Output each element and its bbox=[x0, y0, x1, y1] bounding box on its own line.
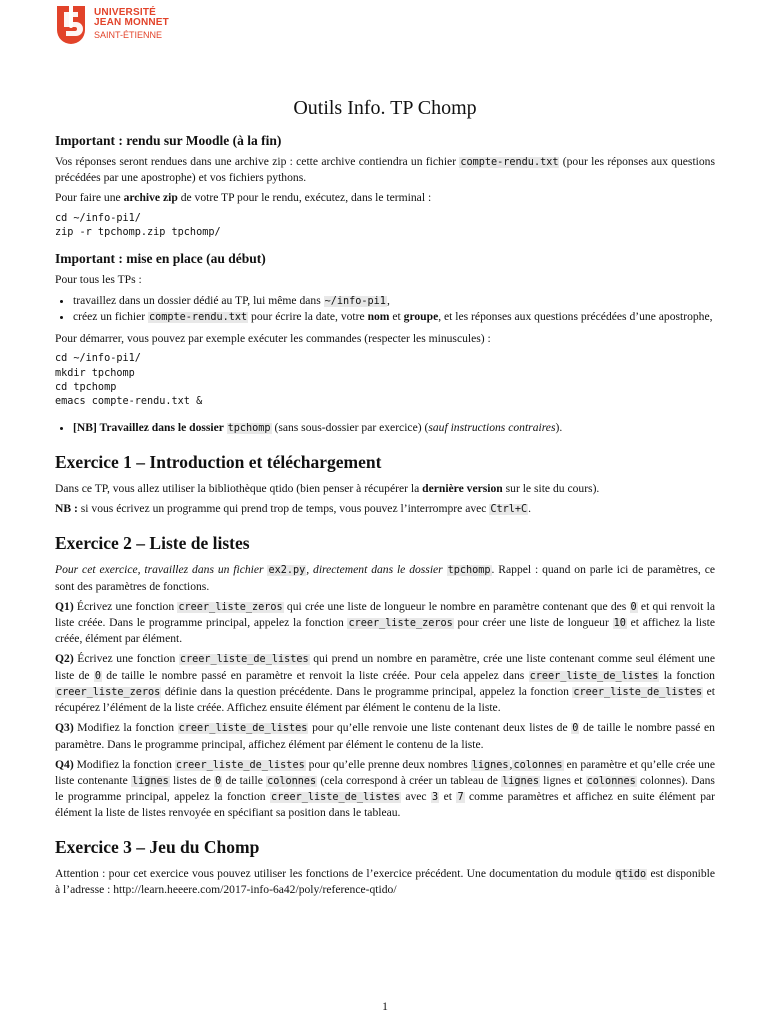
university-logo-icon bbox=[54, 4, 88, 48]
list-item: • [NB] Travaillez dans le dossier tpchomp (sans sous-dossier par exercice) (sauf instructions contraires). bbox=[73, 420, 715, 436]
page-number: 1 bbox=[382, 1000, 388, 1013]
rendu-code-block: cd ~/info-pi1/ zip -r tpchomp.zip tpchomp/ bbox=[55, 212, 221, 239]
logo-text bbox=[94, 8, 169, 40]
document-content bbox=[55, 96, 715, 902]
list-item: • créez un fichier compte-rendu.txt pour écrire la date, votre nom et groupe, et les réponses aux questions précédées d’une apostrophe, bbox=[73, 309, 715, 325]
exercise-2-heading: Exercice 2 – Liste de listes bbox=[55, 533, 250, 554]
exercise-1-paragraph-2: NB : si vous écrivez un programme qui prend trop de temps, vous pouvez l’interrompre avec Ctrl+C. bbox=[55, 502, 532, 516]
setup-code-block: cd ~/info-pi1/ mkdir tpchomp cd tpchomp emacs compte-rendu.txt & bbox=[55, 353, 203, 408]
list-item: • travaillez dans un dossier dédié au TP, lui même dans ~/info-pi1, bbox=[73, 293, 715, 309]
question-q2: Q2) Écrivez une fonction creer_liste_de_listes qui prend un nombre en paramètre, crée une liste contenant comme seul élément une liste de 0 de taille le nombre passé en paramètre et renvoit la liste créée. Pour cela appelez dans creer_liste_de_listes la fonction creer_liste_zeros définie dans la question précédente. Dans le programme principal, appelez la fonction creer_liste_de_listes et récupérez l’élément de la liste créée. Affichez ensuite élément par élément le contenu de la liste. bbox=[55, 652, 716, 715]
question-q4: Q4) Modifiez la fonction creer_liste_de_listes pour qu’elle prenne deux nombres lignes,colonnes en paramètre et qu’elle crée une liste contenante lignes listes de 0 de taille colonnes (cela correspond à créer un tableau de lignes lignes et colonnes colonnes). Dans le programme principal, appelez la fonction creer_liste_de_listes avec 3 et 7 comme paramètres et affichez en suite élément par élément la liste de listes renvoyée en spécifiant sa position dans le tableau. bbox=[55, 757, 715, 820]
university-logo bbox=[54, 4, 184, 50]
inline-code: compte-rendu.txt bbox=[460, 157, 559, 168]
logo-line-1: UNIVERSITÉ bbox=[94, 7, 157, 18]
exercise-1-heading: Exercice 1 – Introduction et téléchargement bbox=[55, 452, 382, 473]
rendu-heading: Important : rendu sur Moodle (à la fin) bbox=[55, 133, 282, 148]
rendu-paragraph-1: Vos réponses seront rendues dans une archive zip : cette archive contiendra un fichier compte-rendu.txt (pour les réponses aux questions précédées par une apostrophe) et vos fichiers pythons. bbox=[55, 155, 715, 185]
logo-line-3: SAINT-ÉTIENNE bbox=[94, 30, 163, 40]
setup-heading: Important : mise en place (au début) bbox=[55, 251, 266, 267]
logo-line-2: JEAN MONNET bbox=[94, 17, 169, 28]
exercise-1-paragraph-1: Dans ce TP, vous allez utiliser la bibliothèque qtido (bien penser à récupérer la dernière version sur le site du cours). bbox=[55, 482, 600, 496]
setup-nb-list bbox=[55, 420, 715, 436]
exercise-2-intro: Pour cet exercice, travaillez dans un fichier ex2.py, directement dans le dossier tpchomp. Rappel : quand on parle ici de paramètres, ce sont des paramètres de fonctions. bbox=[55, 563, 715, 593]
setup-paragraph: Pour démarrer, vous pouvez par exemple exécuter les commandes (respecter les minuscules) : bbox=[55, 332, 491, 346]
question-q3: Q3) Modifiez la fonction creer_liste_de_listes pour qu’elle renvoie une liste contenant deux listes de 0 de taille le nombre passé en paramètre. Dans le programme principal, affichez élément par élément le contenu de la liste. bbox=[55, 721, 715, 751]
document-title: Outils Info. TP Chomp bbox=[293, 97, 477, 119]
exercise-3-paragraph: Attention : pour cet exercice vous pouvez utiliser les fonctions de l’exercice précédent. Une documentation du module qtido est disponible à l’adresse : http://learn.heeere.com/2017-info-6a42/poly/reference-qtido/ bbox=[55, 866, 715, 896]
question-q1: Q1) Écrivez une fonction creer_liste_zeros qui crée une liste de longueur le nombre en paramètre contenant que des 0 et qui renvoit la liste créée. Dans le programme principal, appelez la fonction creer_liste_zeros pour créer une liste de longueur 10 et affichez la liste créée, élément par élément. bbox=[55, 599, 716, 646]
setup-list bbox=[55, 293, 715, 325]
setup-intro: Pour tous les TPs : bbox=[55, 273, 142, 287]
exercise-3-heading: Exercice 3 – Jeu du Chomp bbox=[55, 836, 260, 857]
rendu-paragraph-2: Pour faire une archive zip de votre TP pour le rendu, exécutez, dans le terminal : bbox=[55, 191, 432, 205]
